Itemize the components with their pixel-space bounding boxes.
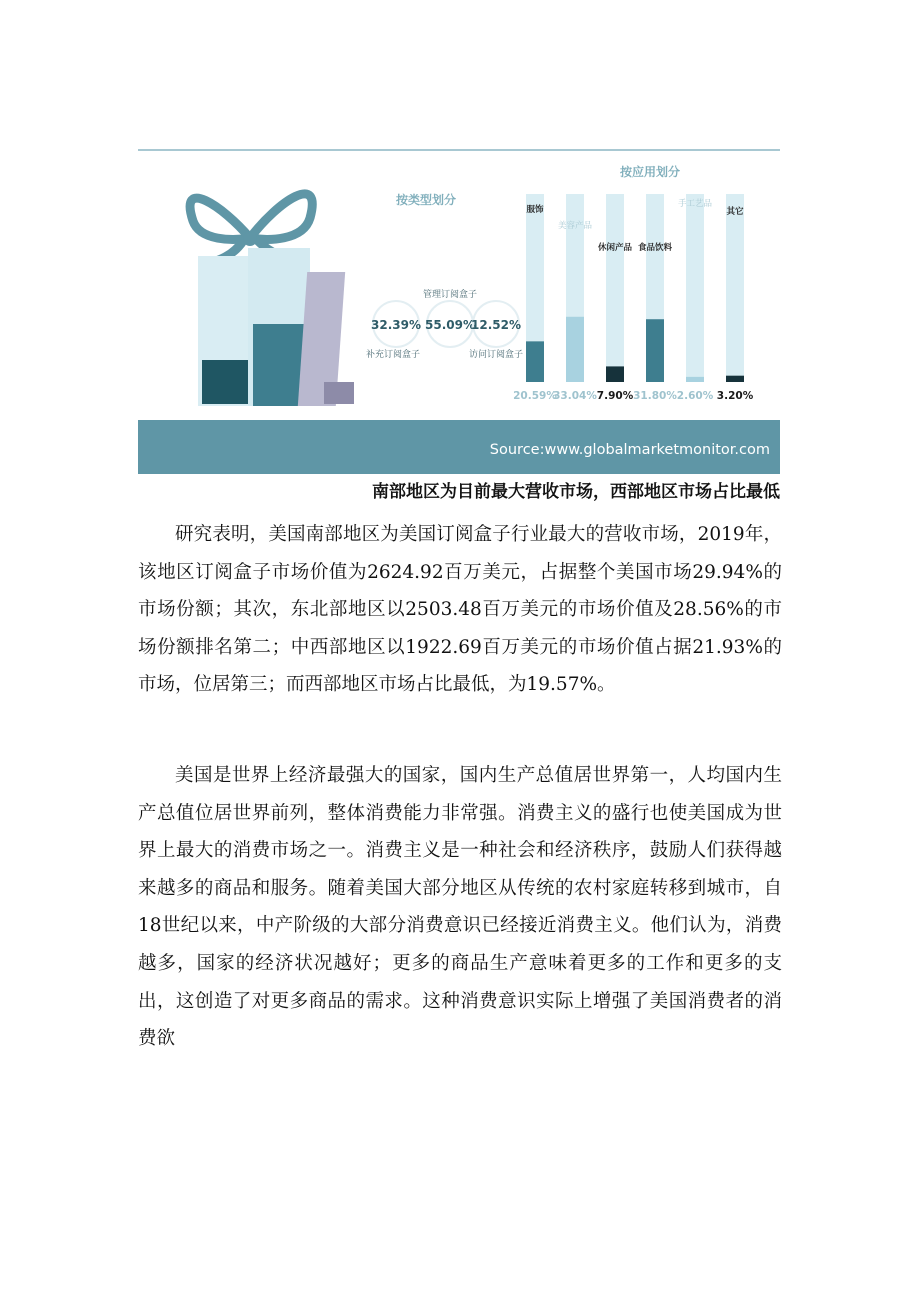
app-bar-fill-1: [526, 341, 544, 382]
type-label-2: 管理订阅盒子: [422, 290, 478, 300]
app-bar-label-5: 手工艺品: [677, 199, 713, 209]
app-bar-label-4: 食品饮料: [637, 243, 673, 253]
type-value-1: 32.39%: [371, 318, 421, 332]
type-value-3: 12.52%: [471, 318, 521, 332]
app-bar-value-6: 3.20%: [716, 390, 754, 402]
paragraph-1: 研究表明，美国南部地区为美国订阅盒子行业最大的营收市场，2019年，该地区订阅盒子市场价值为2624.92百万美元，占据整个美国市场29.94%的市场份额；其次，东北部地区以2503.48百万美元的市场价值及28.56%的市场份额排名第二；中西部地区以1922.69百万美元的市场价值占据21.93%的市场，位居第三；而西部地区市场占比最低，为19.57%。: [138, 524, 782, 696]
app-bar-fill-6: [726, 376, 744, 382]
app-bar-track-3: [606, 194, 624, 382]
type-item-2: [423, 288, 477, 347]
infographic: [138, 146, 780, 474]
app-bar-fill-2: [566, 317, 584, 382]
gift-box-right: [298, 272, 354, 406]
type-item-1: [366, 301, 421, 360]
app-bar-value-3: 7.90%: [596, 390, 634, 402]
source-text: Source:www.globalmarketmonitor.com: [489, 442, 770, 458]
application-bar-chart: [513, 194, 754, 402]
app-section-title: 按应用划分: [619, 165, 681, 179]
app-bar-label-6: 其它: [726, 207, 744, 217]
app-bar-fill-3: [606, 366, 624, 382]
app-bar-value-2: 33.04%: [553, 390, 597, 402]
app-bar-value-5: 2.60%: [676, 390, 714, 402]
app-bar-label-3: 休闲产品: [597, 243, 633, 253]
app-bar-fill-5: [686, 377, 704, 382]
type-section-title: 按类型划分: [395, 193, 457, 207]
app-bar-label-1: 服饰: [526, 205, 544, 215]
app-bar-track-5: [686, 194, 704, 382]
app-bar-track-6: [726, 194, 744, 382]
gift-box-left: [198, 256, 256, 406]
gift-knot: [243, 232, 257, 246]
type-item-3: [469, 301, 523, 360]
type-label-3: 访问订阅盒子: [468, 350, 524, 360]
app-bar-value-1: 20.59%: [513, 390, 557, 402]
type-value-2: 55.09%: [425, 318, 475, 332]
section-heading: 南部地区为目前最大营收市场，西部地区市场占比最低: [372, 482, 780, 502]
app-bar-value-4: 31.80%: [633, 390, 677, 402]
type-label-1: 补充订阅盒子: [365, 350, 421, 360]
app-bar-label-2: 美容产品: [557, 221, 593, 231]
top-rule: [138, 149, 780, 151]
paragraph-2: 美国是世界上经济最强大的国家，国内生产总值居世界第一，人均国内生产总值位居世界前列，整体消费能力非常强。消费主义的盛行也使美国成为世界上最大的消费市场之一。消费主义是一种社会和经济秩序，鼓励人们获得越来越多的商品和服务。随着美国大部分地区从传统的农村家庭转移到城市，自18世纪以来，中产阶级的大部分消费意识已经接近消费主义。他们认为，消费越多，国家的经济状况越好；更多的商品生产意味着更多的工作和更多的支出，这创造了对更多商品的需求。这种消费意识实际上增强了美国消费者的消费欲: [138, 765, 782, 1050]
app-bar-fill-4: [646, 319, 664, 382]
